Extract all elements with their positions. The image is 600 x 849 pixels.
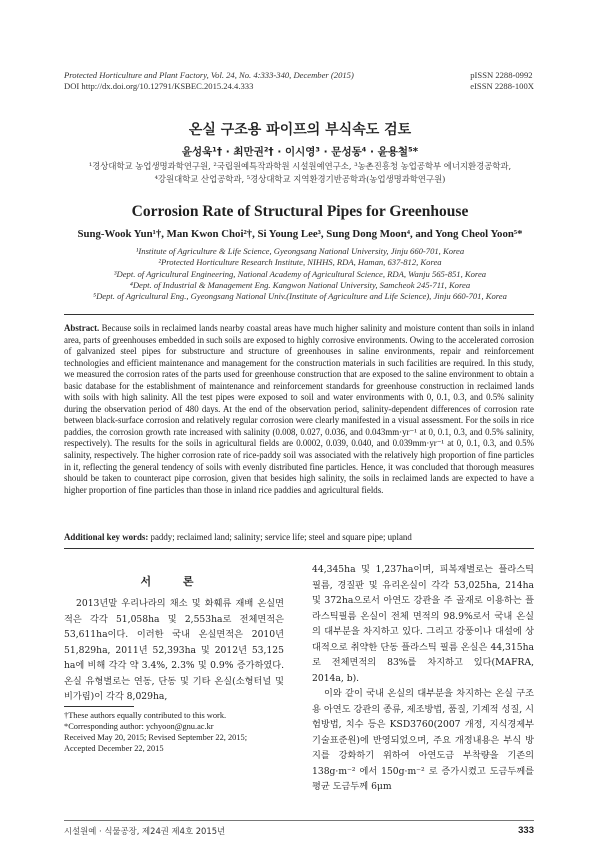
- affiliations-english: [20, 246, 580, 302]
- footer-rule: [64, 820, 534, 821]
- affiliations-korean: [40, 160, 560, 186]
- affiliation-en-line: ³Dept. of Agricultural Engineering, National Academy of Agricultural Science, RDA, Wanju 565-851, Korea: [113, 268, 487, 279]
- abstract-text: Because soils in reclaimed lands nearby coastal areas have much higher salinity and moisture content than soils in inland area, parts of greenhouses embedded in such soils are exposed to highly corrosive environments. Owing to the accelerated corrosion of galvanized steel pipes for substructure and structure of greenhouses in saline environments, repair and reinforcement technologies and efficient maintenance and management for the construction materials in such facilities are required. In this study, we measured the corrosion rates of the parts used for greenhouse construction that are exposed to the saline environment to obtain a basic database for the establishment of maintenance and reinforcement standards for greenhouse construction in reclaimed lands with soils with high salinity. All the test pipes were exposed to soil and water environments with 0, 0.1, 0.3, and 0.5% salinity during the observation period of 480 days. At the end of the observation period, salinity-dependent differences of corrosion rate between black-surface corrosion and relatively regular corrosion were clearly manifested in a visual assessment. For the soils in rice paddies, the corrosion growth rate increased with salinity (0.008, 0.027, 0.036, and 0.043mm·yr⁻¹ at 0, 0.1, 0.3, and 0.5% salinity, respectively). The results for the soils in agricultural fields are 0.0002, 0.039, 0.040, and 0.039mm·yr⁻¹ at 0, 0.1, 0.3, and 0.5% salinity, respectively. The higher corrosion rate of rice-paddy soil was associated with the relatively high proportion of fine particles in it, reflecting the general tendency of soils with evenly distributed fine particles. Hence, it was concluded that thorough measures should be taken to counteract pipe corrosion, given that besides high salinity, the soils in reclaimed lands are expected to have a higher proportion of fine particles than those in inland rice paddies and agricultural fields.: [64, 323, 535, 495]
- abstract-label: Abstract.: [64, 323, 100, 333]
- footnotes: [64, 710, 284, 754]
- footer-journal: 시설원예 · 식물공장, 제24권 제4호 2015년: [64, 826, 226, 836]
- abstract-bottom-rule: [64, 548, 534, 549]
- title-korean: 온실 구조용 파이프의 부식속도 검토: [188, 122, 412, 138]
- section-heading-introduction: 서 론: [140, 575, 208, 588]
- body-right-paragraph: 44,345ha 및 1,237ha이며, 피복재별로는 플라스틱 필름, 경질판 및 유리온실이 각각 53,025ha, 214ha 및 372ha으로서 아연도 강관을 주 골재로 이용하는 플라스틱필름 온실이 전체 면적의 98.9%로서 국내 온실의 대부분을 차지하고 있다. 그리고 강풍이나 대설에 상대적으로 취약한 단동 플라스틱 필름 온실은 44,315ha로 전체면적의 83%를 차지하고 있다(MAFRA, 2014a, b).: [312, 564, 534, 684]
- body-right-column: [312, 562, 534, 795]
- affiliation-en-line: ²Protected Horticulture Research Institute, NIHHS, RDA, Haman, 637-812, Korea: [158, 257, 442, 268]
- authors-english: Sung-Wook Yun¹†, Man Kwon Choi²†, Si Young Lee³, Sung Dong Moon⁴, and Yong Cheol Yoon⁵*: [77, 228, 523, 240]
- keywords-label: Additional key words:: [64, 532, 149, 542]
- keywords: [64, 532, 534, 542]
- footnote-line: †These authors equally contributed to this work.: [64, 711, 227, 720]
- body-right-paragraph: 이와 같이 국내 온실의 대부분을 차지하는 온실 구조용 아연도 강관의 종류, 제조방법, 품질, 기계적 성질, 시험방법, 치수 등은 KSD3760(2007 개정, 지식경제부 기술표준원)에 반영되었으며, 주요 개정내용은 부식 방지를 강화하기 위하여 아연도금 부착량을 기존의 138g·m⁻² 에서 150g·m⁻² 로 증가시켰고 도금두께를 평균 도금두께 6μm: [312, 688, 534, 792]
- affiliation-en-line: ⁵Dept. of Agricultural Eng., Gyeongsang National Univ.(Institute of Agriculture and Life Science), Jinju 660-701, Korea: [93, 291, 507, 302]
- authors-korean: 윤성욱¹† · 최만권²† · 이시영³ · 문성동⁴ · 윤용철⁵*: [181, 146, 419, 158]
- title-english: Corrosion Rate of Structural Pipes for Greenhouse: [131, 203, 469, 220]
- journal-citation: Protected Horticulture and Plant Factory, Vol. 24, No. 4:333-340, December (2015) DOI http://dx.doi.org/10.12791/KSBEC.2015.24.4.333: [64, 70, 354, 91]
- affiliation-ko-line: ⁴강원대학교 산업공학과, ⁵경상대학교 지역환경기반공학과(농업생명과학연구원): [154, 174, 446, 184]
- page-number: 333: [518, 825, 534, 836]
- affiliation-ko-line: ¹경상대학교 농업생명과학연구원, ²국립원예특작과학원 시설원예연구소, ³농촌진흥청 농업공학부 에너지환경공학과,: [88, 161, 512, 171]
- abstract: [64, 323, 534, 496]
- body-left-paragraph: 2013년말 우리나라의 채소 및 화훼류 재배 온실면적은 각각 51,058ha 및 2,553ha로 전체면적은 53,611ha이다. 이러한 국내 온실면적은 2010년 51,829ha, 2011년 52,393ha 및 2012년 53,125 ha에 비해 각각 약 3.4%, 2.3% 및 0.9% 증가하였다. 온실 유형별로는 연동, 단동 및 기타 온실(소형터널 및 비가림)이 각각 8,029ha,: [64, 598, 284, 702]
- abstract-top-rule: [64, 314, 534, 315]
- affiliation-en-line: ⁴Dept. of Industrial & Management Eng. Kangwon National University, Samcheok 245-711, Korea: [129, 279, 471, 290]
- issn-block: pISSN 2288-0992 eISSN 2288-100X: [470, 70, 534, 91]
- affiliation-en-line: ¹Institute of Agriculture & Life Science, Gyeongsang National University, Jinju 660-701, Korea: [135, 246, 465, 256]
- footnote-line: Accepted December 22, 2015: [64, 744, 164, 753]
- footnote-line: *Corresponding author: ychyoon@gnu.ac.kr: [64, 722, 214, 731]
- footnote-line: Received May 20, 2015; Revised September 22, 2015;: [64, 733, 248, 742]
- footnote-rule: [64, 706, 134, 707]
- keywords-text: paddy; reclaimed land; salinity; service life; steel and square pipe; upland: [148, 532, 412, 542]
